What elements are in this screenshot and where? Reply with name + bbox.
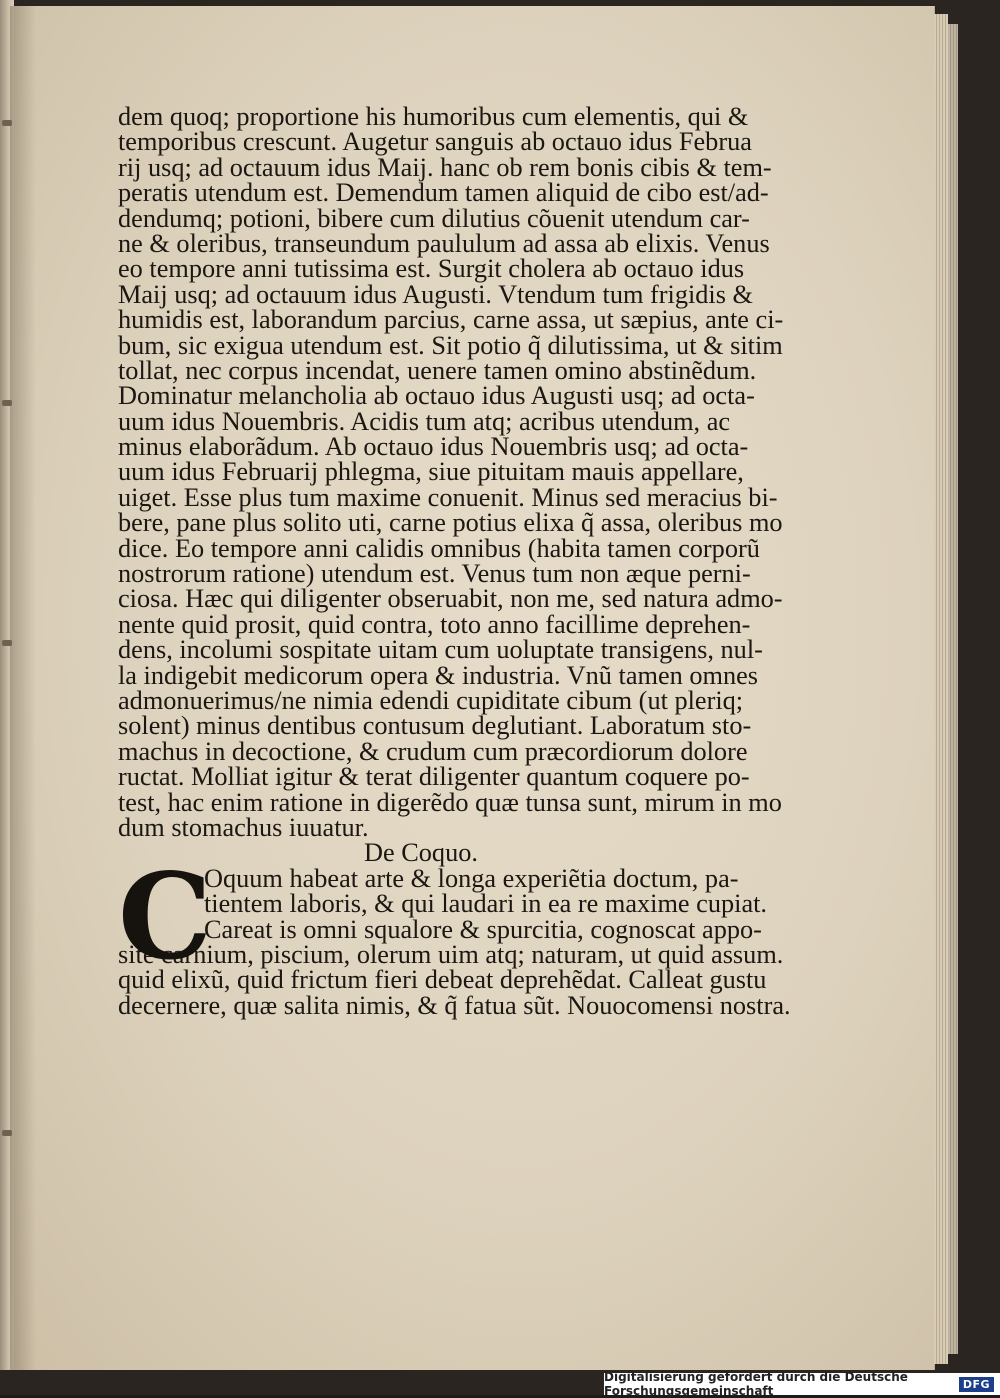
text-line: machus in decoctione, & crudum cum præcordiorum dolore: [118, 736, 748, 766]
digitization-credit-bar: [604, 1370, 1000, 1398]
text-line: eo tempore anni tutissima est. Surgit cholera ab octauo idus: [118, 254, 745, 284]
text-line: dendumq; potioni, bibere cum dilutius cõuenit utendum car-: [118, 203, 750, 233]
binding-stitch: [2, 1130, 12, 1136]
text-line: nostrorum ratione) utendum est. Venus tum non æque perni-: [118, 559, 751, 589]
text-line: ciosa. Hæc qui diligenter obseruabit, non me, sed natura admo-: [118, 584, 783, 614]
text-line: solent) minus dentibus contusum deglutiant. Laboratum sto-: [118, 711, 752, 741]
text-line: ne & oleribus, transeundum paululum ad assa ab elixis. Venus: [118, 228, 770, 258]
text-line: dem quoq; proportione his humoribus cum elementis, qui &: [118, 102, 749, 131]
text-line: Dominatur melancholia ab octauo idus Augusti usq; ad octa-: [118, 381, 755, 411]
text-line: humidis est, laborandum parcius, carne assa, ut sæpius, ante ci-: [118, 305, 784, 335]
binding-stitch: [2, 400, 12, 406]
text-line: site carnium, piscium, olerum uim atq; naturam, ut quid assum.: [118, 939, 784, 969]
text-line: test, hac enim ratione in digerẽdo quæ tunsa sunt, mirum in mo: [118, 787, 782, 817]
drop-cap-initial: C: [118, 846, 212, 986]
text-line: bum, sic exigua utendum est. Sit potio q̃ dilutissima, ut & sitim: [118, 330, 783, 360]
text-line: rij usq; ad octauum idus Maij. hanc ob rem bonis cibis & tem-: [118, 152, 772, 182]
text-line: admonuerimus/ne nimia edendi cupiditate cibum (ut pleriq;: [118, 685, 744, 715]
section-heading: De Coquo.: [364, 838, 478, 868]
text-line: dens, incolumi sospitate uitam cum uoluptate transigens, nul-: [118, 635, 763, 665]
text-line: Maij usq; ad octauum idus Augusti. Vtendum tum frigidis &: [118, 279, 754, 309]
text-line: decernere, quæ salita nimis, & q̃ fatua sũt. Nouocomensi nostra.: [118, 990, 791, 1020]
text-line: bere, pane plus solito uti, carne potius elixa q̃ assa, oleribus mo: [118, 508, 783, 538]
text-line: Careat is omni squalore & spurcitia, cognoscat appo-: [204, 914, 762, 944]
text-line: peratis utendum est. Demendum tamen aliquid de cibo est/ad-: [118, 178, 769, 208]
text-line: Oquum habeat arte & longa experiẽtia doctum, pa-: [204, 863, 739, 893]
text-line: uum idus Nouembris. Acidis tum atq; acribus utendum, ac: [118, 406, 731, 436]
text-line: uiget. Esse plus tum maxime conuenit. Minus sed meracius bi-: [118, 482, 778, 512]
page-edges: [934, 14, 948, 1364]
dfg-logo: DFG: [959, 1377, 994, 1392]
text-line: nente quid prosit, quid contra, toto anno facillime deprehen-: [118, 609, 751, 639]
text-line: tientem laboris, & qui laudari in ea re maxime cupiat.: [204, 889, 768, 919]
gutter-shadow: [10, 6, 36, 1370]
text-line: ructat. Molliat igitur & terat diligenter quantum coquere po-: [118, 762, 750, 792]
text-line: dice. Eo tempore anni calidis omnibus (habita tamen corporũ: [118, 533, 760, 563]
binding-stitch: [2, 640, 12, 646]
text-line: uum idus Februarij phlegma, siue pituitam mauis appellare,: [118, 457, 744, 487]
text-line: tollat, nec corpus incendat, uenere tamen omino abstinẽdum.: [118, 355, 757, 385]
text-line: la indigebit medicorum opera & industria. Vnũ tamen omnes: [118, 660, 758, 690]
page-edges-outer: [948, 24, 958, 1354]
text-line: minus elaborãdum. Ab octauo idus Nouembris usq; ad octa-: [118, 432, 749, 462]
digitization-credit: Digitalisierung gefördert durch die Deutsche Forschungsgemeinschaft: [604, 1370, 908, 1398]
binding-stitch: [2, 120, 12, 126]
text-line: dum stomachus iuuatur.: [118, 812, 369, 842]
page-text: [118, 102, 791, 1020]
text-line: temporibus crescunt. Augetur sanguis ab octauo idus Februa: [118, 127, 752, 157]
text-line: quid elixũ, quid frictum fieri debeat deprehẽdat. Calleat gustu: [118, 965, 767, 995]
